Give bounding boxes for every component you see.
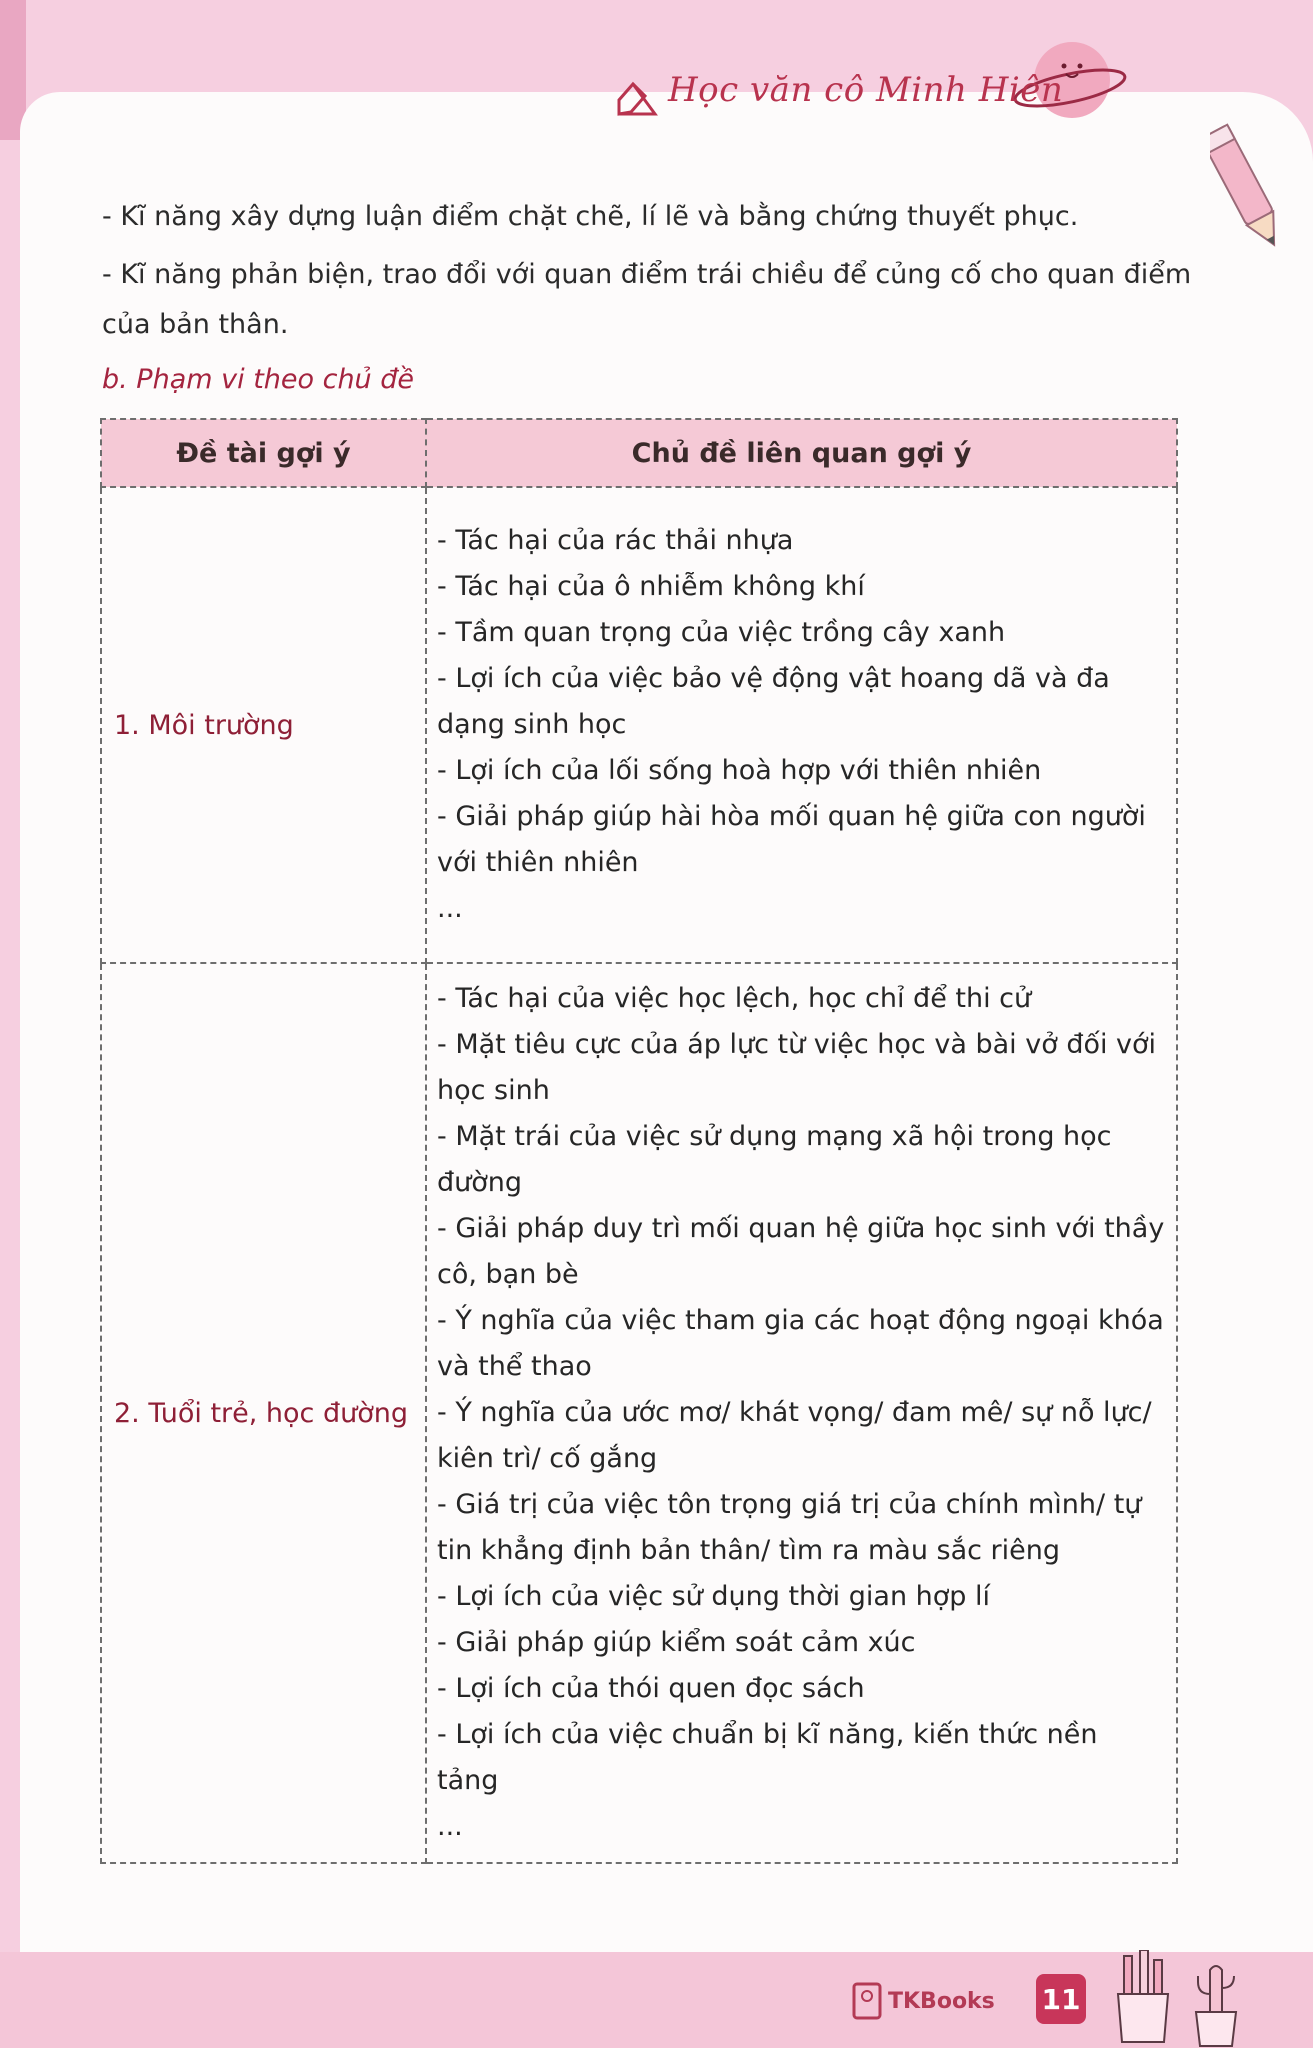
cactus-icon	[1184, 1960, 1248, 2048]
list-item: - Ý nghĩa của việc tham gia các hoạt động ngoại khóa và thể thao	[437, 1305, 1164, 1382]
list-item: - Tác hại của ô nhiễm không khí	[437, 571, 865, 602]
header-title: Học văn cô Minh Hiên	[668, 70, 1064, 110]
topic-cell: 1. Môi trường	[101, 487, 426, 963]
table-row	[101, 963, 1177, 1863]
list-item: - Lợi ích của việc sử dụng thời gian hợp lí	[437, 1581, 990, 1612]
brand-name: TKBooks	[888, 1988, 995, 2014]
intro-line-3: của bản thân.	[102, 309, 289, 340]
pencil-icon	[1210, 120, 1280, 260]
table-header-related: Chủ đề liên quan gợi ý	[426, 419, 1177, 487]
pencil-cup-icon	[1110, 1950, 1176, 2046]
table-header-topic: Đề tài gợi ý	[101, 419, 426, 487]
section-heading: b. Phạm vi theo chủ đề	[102, 364, 415, 395]
table-row	[101, 487, 1177, 963]
list-item: - Giải pháp giúp hài hòa mối quan hệ giữa con người với thiên nhiên	[437, 801, 1146, 878]
list-item: - Lợi ích của lối sống hoà hợp với thiên nhiên	[437, 755, 1042, 786]
list-item: - Ý nghĩa của ước mơ/ khát vọng/ đam mê/ sự nỗ lực/ kiên trì/ cố gắng	[437, 1397, 1152, 1474]
brand-logo	[852, 1982, 995, 2020]
list-item: - Lợi ích của việc bảo vệ động vật hoang dã và đa dạng sinh học	[437, 663, 1110, 740]
list-item: - Tác hại của rác thải nhựa	[437, 525, 794, 556]
topics-table	[100, 418, 1178, 1864]
list-item: ...	[437, 1811, 463, 1842]
table-header-row	[101, 419, 1177, 487]
list-item: - Giải pháp giúp kiểm soát cảm xúc	[437, 1627, 916, 1658]
list-item: - Lợi ích của thói quen đọc sách	[437, 1673, 865, 1704]
intro-line-1: - Kĩ năng xây dựng luận điểm chặt chẽ, lí lẽ và bằng chứng thuyết phục.	[102, 201, 1079, 232]
list-item: ...	[437, 893, 463, 924]
pen-icon	[615, 78, 659, 118]
book-icon	[852, 1982, 882, 2020]
topic-cell: 2. Tuổi trẻ, học đường	[101, 963, 426, 1863]
list-item: - Tầm quan trọng của việc trồng cây xanh	[437, 617, 1006, 648]
list-item: - Tác hại của việc học lệch, học chỉ để thi cử	[437, 983, 1032, 1014]
intro-line-2: - Kĩ năng phản biện, trao đổi với quan điểm trái chiều để củng cố cho quan điểm	[102, 259, 1192, 290]
items-cell	[426, 487, 1177, 963]
list-item: - Mặt trái của việc sử dụng mạng xã hội trong học đường	[437, 1121, 1112, 1198]
page-number: 11	[1036, 1974, 1086, 2024]
list-item: - Giải pháp duy trì mối quan hệ giữa học sinh với thầy cô, bạn bè	[437, 1213, 1165, 1290]
list-item: - Giá trị của việc tôn trọng giá trị của chính mình/ tự tin khẳng định bản thân/ tìm ra màu sắc riêng	[437, 1489, 1142, 1566]
list-item: - Mặt tiêu cực của áp lực từ việc học và bài vở đối với học sinh	[437, 1029, 1157, 1106]
items-cell	[426, 963, 1177, 1863]
list-item: - Lợi ích của việc chuẩn bị kĩ năng, kiến thức nền tảng	[437, 1719, 1098, 1796]
